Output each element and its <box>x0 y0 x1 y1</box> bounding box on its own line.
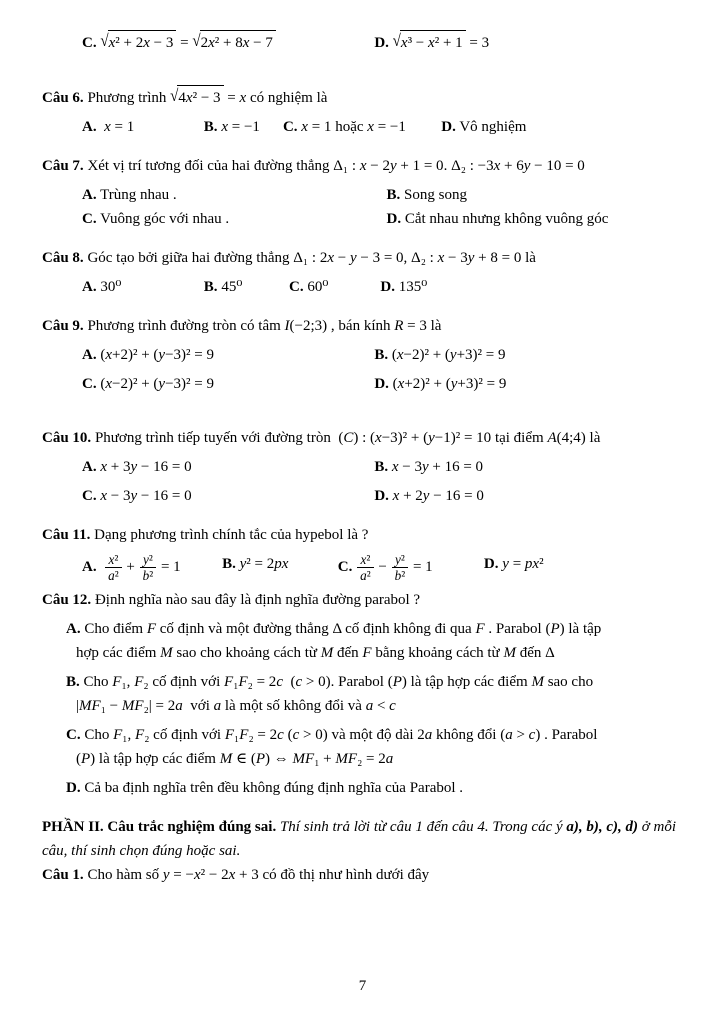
option-cell <box>204 275 289 299</box>
math-expression: F₁, F₂ <box>113 727 150 744</box>
text-segment: C. <box>66 727 81 744</box>
option-cell <box>222 552 338 583</box>
text-segment: B. <box>203 119 218 135</box>
text-segment: tại điểm <box>491 430 548 446</box>
text-segment: a), b), c), d) <box>566 819 639 836</box>
text-segment: Câu 12. <box>42 592 92 609</box>
text-segment: và một độ dài <box>327 727 418 744</box>
math-expression: x = 1 <box>104 119 135 135</box>
math-expression: 2a <box>417 727 433 744</box>
text-segment: đến <box>515 645 546 662</box>
text-segment: có nghiệm là <box>246 90 328 106</box>
text-segment: A. <box>82 347 97 363</box>
text-segment: hợp các điểm <box>76 645 161 662</box>
text-segment: đến <box>333 645 363 662</box>
text-segment: cố định không đi qua <box>341 621 476 638</box>
text-line <box>42 670 691 694</box>
text-segment: D. <box>380 279 395 295</box>
math-expression: M <box>320 645 334 662</box>
fraction: $\frac{\text{y²}}{\text{b²}}$ <box>139 552 158 583</box>
fraction: $\frac{\text{x²}}{\text{a²}}$ <box>104 552 123 583</box>
math-expression: Δ₂ : −3x + 6y − 10 = 0 <box>451 158 585 174</box>
text-segment: PHẦN II. Câu trắc nghiệm đúng sai. <box>42 819 277 836</box>
text-segment: Xét vị trí tương đối của hai đường thẳng <box>83 158 334 174</box>
options-row <box>42 115 691 139</box>
text-segment: Câu 8. <box>42 250 84 266</box>
text-segment: Câu 1. <box>42 867 84 884</box>
text-segment: B. <box>374 347 389 363</box>
text-segment: Cho điểm <box>80 621 147 638</box>
math-expression: 60⁰ <box>303 279 329 295</box>
math-expression: (C) : (x−3)² + (y−1)² = 10 <box>338 430 492 446</box>
text-segment: A. <box>82 279 97 295</box>
math-expression: F₁F₂ = 2c (c > 0) <box>224 727 328 744</box>
math-expression: y = −x² − 2x + 3 <box>162 867 259 884</box>
text-line <box>42 588 691 612</box>
text-segment: là <box>585 430 601 446</box>
math-expression: √x² + 2x − 3 = √2x² + 8x − 7 <box>97 35 276 51</box>
text-segment: . Parabol <box>330 674 388 691</box>
text-segment: . Parabol <box>540 727 598 744</box>
text-segment: Phương trình đường tròn có tâm <box>83 318 285 334</box>
text-line <box>42 776 691 800</box>
math-expression: M <box>160 645 173 662</box>
text-segment: A. <box>82 559 97 576</box>
math-expression: x − 3y − 16 = 0 <box>100 488 192 504</box>
option-cell <box>380 275 691 299</box>
math-expression: F₁F₂ = 2c (c > 0) <box>224 674 331 691</box>
text-segment: không đổi <box>432 727 501 744</box>
text-segment: Phương trình tiếp tuyến với đường tròn <box>91 430 339 446</box>
text-segment: D. <box>374 35 389 51</box>
math-expression: F <box>362 645 372 662</box>
option-cell <box>289 275 380 299</box>
text-segment: , bán kính <box>327 318 395 334</box>
text-segment: cố định với <box>149 727 225 744</box>
text-segment: Câu 7. <box>42 158 84 174</box>
text-segment: B. <box>386 187 401 203</box>
text-line <box>42 523 691 547</box>
math-expression: M <box>503 645 516 662</box>
text-segment: Câu 9. <box>42 318 84 334</box>
math-expression: A(4;4) <box>547 430 586 446</box>
math-expression: |MF₁ − MF₂| = 2a <box>76 698 183 715</box>
text-segment: cố định với <box>148 674 225 691</box>
option-cell <box>82 207 387 231</box>
math-expression: x = 1 <box>301 119 332 135</box>
math-expression: M ∈ (P) ⇔ MF₁ + MF₂ = 2a <box>219 751 394 768</box>
math-expression: (P) <box>545 621 565 638</box>
option-cell <box>82 343 374 367</box>
math-expression: M <box>531 674 544 691</box>
option-cell <box>374 30 691 55</box>
option-cell <box>82 275 204 299</box>
text-segment: Cho <box>79 674 113 691</box>
options-row <box>42 183 691 207</box>
option-cell <box>387 183 692 207</box>
math-expression: 45⁰ <box>217 279 243 295</box>
radical-expression: √x³ − x² + 1 <box>393 30 466 55</box>
text-segment: Cả ba định nghĩa trên đều không đúng định nghĩa của Parabol . <box>80 780 464 797</box>
option-cell <box>82 183 387 207</box>
radical-expression: √x² + 2x − 3 <box>100 30 176 55</box>
text-segment: ở mỗi câu, thí sinh chọn đúng hoặc sai. <box>42 819 677 860</box>
option-cell <box>82 115 204 139</box>
math-expression: Δ <box>332 621 342 638</box>
text-segment: . Parabol <box>484 621 546 638</box>
text-segment: Dạng phương trình chính tắc của hypebol là ? <box>90 527 369 543</box>
option-cell <box>484 552 691 583</box>
text-segment: C. <box>82 376 97 392</box>
text-segment: A. <box>82 187 97 203</box>
text-line <box>42 617 691 641</box>
page-number: 7 <box>358 978 367 994</box>
option-cell <box>374 372 691 396</box>
math-expression: y = px² <box>502 556 544 572</box>
text-segment: có đồ thị như hình dưới đây <box>258 867 430 884</box>
text-segment: sao cho <box>543 674 594 691</box>
options-row <box>42 275 691 299</box>
option-cell <box>82 552 222 583</box>
text-segment: cố định và một đường thẳng <box>156 621 333 638</box>
text-segment: C. <box>82 35 97 51</box>
text-segment: bằng khoảng cách từ <box>371 645 504 662</box>
text-segment: là <box>521 250 536 266</box>
fraction: $\frac{\text{y²}}{\text{b²}}$ <box>391 552 410 583</box>
math-expression: x = −1 <box>221 119 260 135</box>
options-row <box>42 207 691 231</box>
text-segment: Vuông góc với nhau . <box>96 211 230 227</box>
text-segment: với <box>182 698 214 715</box>
text-segment: là tập hợp các điểm <box>95 751 220 768</box>
document-body <box>42 30 691 887</box>
text-segment: Định nghĩa nào sau đây là định nghĩa đường parabol ? <box>91 592 421 609</box>
math-expression: y² = 2px <box>239 556 289 572</box>
text-segment: C. <box>289 279 304 295</box>
text-segment: B. <box>203 279 218 295</box>
math-expression: $\frac{\text{x²}}{\text{a²}}$ + $\frac{\text{y²}}{\text{b²}}$ = 1 <box>97 559 181 575</box>
math-expression: x + 3y − 16 = 0 <box>100 459 192 475</box>
math-expression: x + 2y − 16 = 0 <box>392 488 484 504</box>
math-expression: 135⁰ <box>394 279 428 295</box>
text-segment: Cho hàm số <box>83 867 163 884</box>
text-segment: D. <box>374 488 389 504</box>
radical-expression: √2x² + 8x − 7 <box>192 30 276 55</box>
math-expression: F <box>146 621 157 638</box>
math-expression: F₁, F₂ <box>112 674 149 691</box>
option-cell <box>374 484 691 508</box>
math-expression: I(−2;3) <box>284 318 328 334</box>
options-row <box>42 552 691 583</box>
math-expression: F <box>475 621 485 638</box>
math-expression: √4x² − 3 = x <box>170 90 246 106</box>
text-segment: Góc tạo bởi giữa hai đường thẳng <box>83 250 294 266</box>
math-expression: Δ₁ : 2x − y − 3 = 0, Δ₂ : x − 3y + 8 = 0 <box>293 250 522 266</box>
text-segment: là một số không đổi và <box>221 698 366 715</box>
options-row <box>42 455 691 479</box>
radical-expression: √4x² − 3 <box>170 85 223 110</box>
text-line <box>42 747 691 771</box>
options-row <box>42 372 691 396</box>
options-row <box>42 343 691 367</box>
text-line <box>42 154 691 178</box>
math-expression: Δ <box>545 645 555 662</box>
text-segment: B. <box>222 556 236 572</box>
text-segment: hoặc <box>331 119 368 135</box>
math-expression: x = −1 <box>367 119 406 135</box>
math-expression: (x+2)² + (y+3)² = 9 <box>388 376 507 392</box>
math-expression: 30⁰ <box>96 279 122 295</box>
option-cell <box>82 455 374 479</box>
text-line <box>42 815 691 863</box>
text-segment: Câu 10. <box>42 430 92 446</box>
text-segment: là tập hợp các điểm <box>406 674 532 691</box>
text-segment: A. <box>82 459 97 475</box>
text-segment: A. <box>82 119 97 135</box>
text-segment: D. <box>374 376 389 392</box>
math-expression: R = 3 <box>394 318 427 334</box>
math-expression: a <box>213 698 222 715</box>
text-line <box>42 641 691 665</box>
option-cell <box>387 207 692 231</box>
option-cell <box>82 30 374 55</box>
text-segment: Trùng nhau . <box>96 187 177 203</box>
text-line <box>42 426 691 450</box>
text-segment: Câu 11. <box>42 527 91 543</box>
text-segment: C. <box>337 559 353 576</box>
text-segment: C. <box>82 211 97 227</box>
option-cell <box>374 455 691 479</box>
text-segment: B. <box>66 674 80 691</box>
text-segment: là <box>426 318 442 334</box>
math-expression: (x−2)² + (y−3)² = 9 <box>96 376 215 392</box>
math-expression: (P) <box>76 751 96 768</box>
text-segment: D. <box>386 211 402 227</box>
text-line <box>42 723 691 747</box>
options-row <box>42 30 691 55</box>
text-segment: D. <box>66 780 81 797</box>
text-segment: Cho <box>80 727 114 744</box>
text-segment: B. <box>374 459 389 475</box>
math-expression: x − 3y + 16 = 0 <box>391 459 484 475</box>
text-segment: là tập <box>564 621 602 638</box>
text-line <box>42 314 691 338</box>
text-segment: sao cho khoảng cách từ <box>172 645 321 662</box>
option-cell <box>441 115 691 139</box>
text-line <box>42 85 691 110</box>
option-cell <box>338 552 484 583</box>
math-expression: $\frac{\text{x²}}{\text{a²}}$ − $\frac{\text{y²}}{\text{b²}}$ = 1 <box>352 559 432 575</box>
text-segment: D. <box>441 119 456 135</box>
text-line <box>42 246 691 270</box>
math-expression: √x³ − x² + 1 = 3 <box>389 35 489 51</box>
text-segment: C. <box>282 119 298 135</box>
text-segment: Song song <box>400 187 467 203</box>
math-expression: (a > c) <box>500 727 541 744</box>
math-expression: (x+2)² + (y−3)² = 9 <box>96 347 215 363</box>
option-cell <box>374 343 691 367</box>
option-cell <box>283 115 441 139</box>
options-row <box>42 484 691 508</box>
text-segment: . <box>443 158 452 174</box>
text-segment: C. <box>82 488 97 504</box>
text-segment: Câu 6. <box>42 90 84 106</box>
text-line <box>42 863 691 887</box>
text-segment: Cắt nhau nhưng không vuông góc <box>401 211 609 227</box>
math-expression: Δ₁ : x − 2y + 1 = 0 <box>333 158 444 174</box>
option-cell <box>204 115 283 139</box>
option-cell <box>82 372 374 396</box>
text-segment: A. <box>66 621 81 638</box>
math-expression: (x−2)² + (y+3)² = 9 <box>388 347 506 363</box>
text-segment: D. <box>483 556 499 572</box>
text-segment: Phương trình <box>83 90 171 106</box>
text-segment: Thí sinh trả lời từ câu 1 đến câu 4. Trong các ý <box>276 819 567 836</box>
option-cell <box>82 484 374 508</box>
text-segment: Vô nghiệm <box>455 119 527 135</box>
math-expression: a < c <box>365 698 396 715</box>
text-line <box>42 694 691 718</box>
fraction: $\frac{\text{x²}}{\text{a²}}$ <box>356 552 375 583</box>
math-expression: (P) <box>387 674 407 691</box>
